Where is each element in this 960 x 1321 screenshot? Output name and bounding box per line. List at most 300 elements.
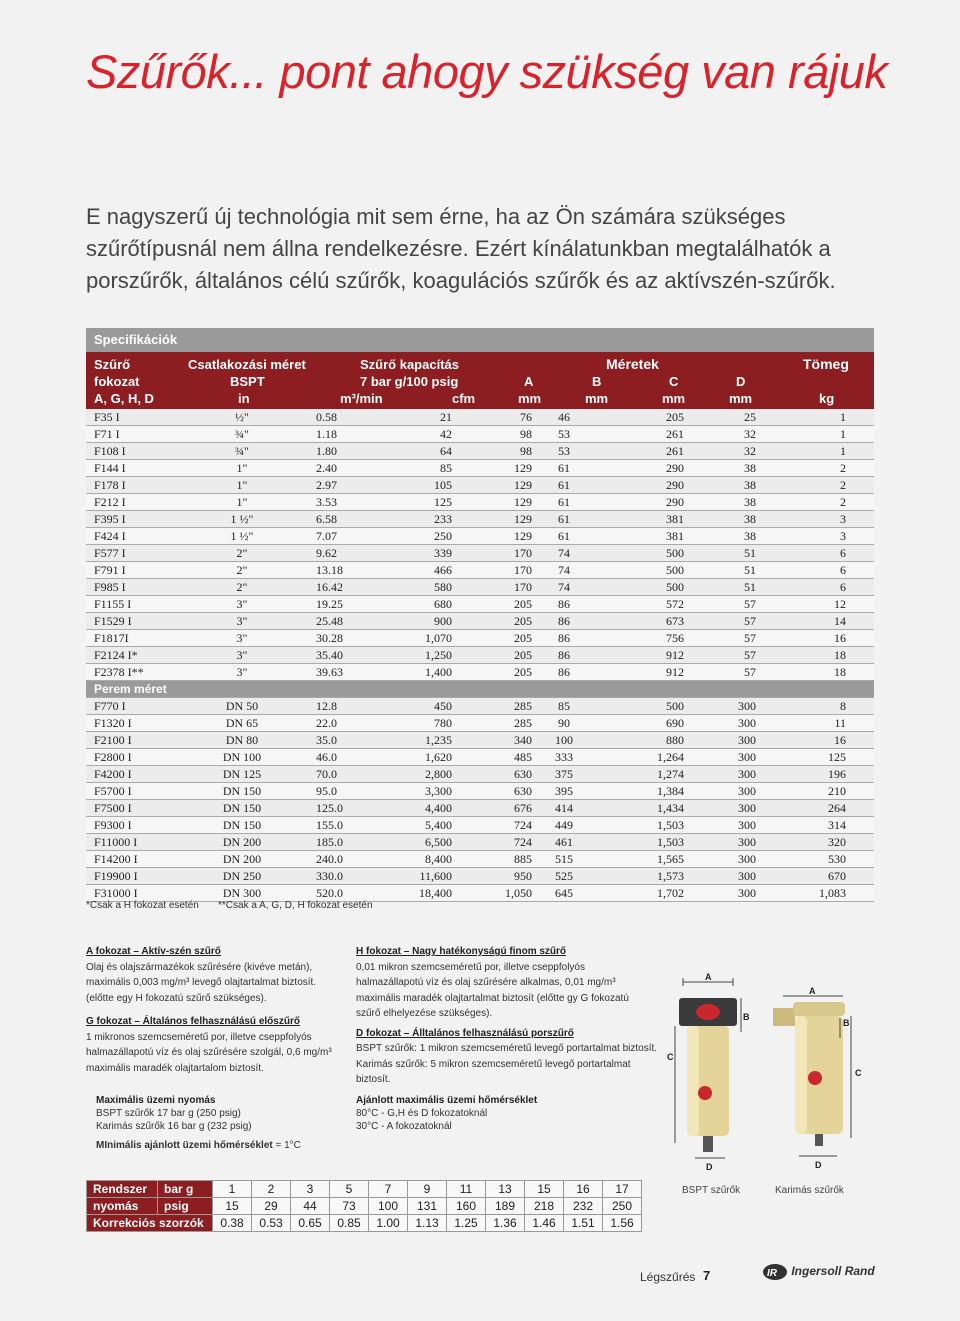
table-cell: 1,434 [596,800,684,817]
table-cell: 86 [532,647,596,664]
table-cell: 2" [184,579,300,596]
table-cell: F71 I [86,426,184,443]
table-cell: 74 [532,545,596,562]
hdr-conn-1: Csatlakozási méret [188,357,306,372]
hdr-cap-m3: m³/min [340,391,383,406]
table-cell: 1 [756,409,874,426]
table-cell: 530 [756,851,874,868]
correction-unit-psig: psig [158,1198,213,1215]
table-cell: 300 [684,817,756,834]
table-cell: 125.0 [300,800,376,817]
table-cell: 6 [756,562,874,579]
table-cell: 51 [684,545,756,562]
correction-cell: 189 [486,1198,525,1215]
hdr-dims: Méretek [606,356,659,372]
correction-label-nyomas: nyomás [87,1198,158,1215]
table-cell: 61 [532,494,596,511]
table-row [86,749,874,766]
table-row [86,766,874,783]
table-cell: 64 [376,443,462,460]
table-cell: 85 [376,460,462,477]
table-cell: 38 [684,494,756,511]
min-temp-label: MInimális ajánlott üzemi hőmérséklet [96,1140,273,1151]
spec-title-text: Specifikációk [94,332,178,347]
table-cell: 0.58 [300,409,376,426]
table-cell: 11 [756,715,874,732]
table-cell: 300 [684,783,756,800]
bspt-dim-c: C [667,1052,674,1062]
table-cell: 39.63 [300,664,376,681]
correction-cell: 1 [213,1181,252,1198]
table-cell: 19.25 [300,596,376,613]
table-cell: 264 [756,800,874,817]
hdr-unit-d: mm [729,391,753,406]
table-cell: 414 [532,800,596,817]
table-cell: 3" [184,613,300,630]
table-cell: F2100 I [86,732,184,749]
table-cell: 6,500 [376,834,462,851]
min-temp-value: = 1°C [272,1140,301,1151]
table-cell: 300 [684,766,756,783]
table-cell: F1529 I [86,613,184,630]
table-cell: F2800 I [86,749,184,766]
table-row [86,732,874,749]
table-cell: 6.58 [300,511,376,528]
table-cell: 1,264 [596,749,684,766]
hdr-cap-2: 7 bar g/100 psig [360,374,459,389]
grade-g-line-2: halmazállapotú víz és olaj szűrésére szolgál, 0,6 mg/m³ [86,1047,332,1058]
table-cell: F108 I [86,443,184,460]
table-cell: 205 [462,647,532,664]
table-cell: 51 [684,579,756,596]
table-cell: 85 [532,698,596,715]
table-cell: 3 [756,528,874,545]
table-cell: 38 [684,528,756,545]
table-cell: 381 [596,511,684,528]
grade-a-title: A fokozat – Aktív-szén szűrő [86,946,221,957]
table-cell: 2" [184,562,300,579]
grade-h-line-4: szűrő elhelyezése szükséges). [356,1008,493,1019]
flange-dim-a: A [809,986,816,996]
table-cell: 16 [756,732,874,749]
table-cell: 2,800 [376,766,462,783]
table-row [86,579,874,596]
table-cell: 205 [462,630,532,647]
table-cell: F2378 I** [86,664,184,681]
table-cell: 61 [532,477,596,494]
table-cell: 22.0 [300,715,376,732]
table-cell: 2.40 [300,460,376,477]
table-cell: 314 [756,817,874,834]
correction-cell: 15 [213,1198,252,1215]
table-cell: 3 [756,511,874,528]
correction-cell: 2 [252,1181,291,1198]
grade-a-line-2: maximális 0,003 mg/m³ levegő olajtartalmat biztosít. [86,977,317,988]
correction-label-rendszer: Rendszer [87,1181,158,1198]
table-cell: 450 [376,698,462,715]
table-cell: 466 [376,562,462,579]
hdr-dim-d: D [736,374,746,389]
table-row [86,817,874,834]
table-cell: 300 [684,800,756,817]
table-row [86,596,874,613]
table-cell: 1,565 [596,851,684,868]
table-cell: 485 [462,749,532,766]
table-row [86,647,874,664]
table-cell: 300 [684,851,756,868]
table-cell: 339 [376,545,462,562]
table-cell: 515 [532,851,596,868]
table-cell: 449 [532,817,596,834]
table-cell: DN 125 [184,766,300,783]
table-cell: 11,600 [376,868,462,885]
table-cell: 290 [596,460,684,477]
table-cell: 170 [462,579,532,596]
table-cell: 1,050 [462,885,532,902]
table-cell: 129 [462,460,532,477]
grade-h-title: H fokozat – Nagy hatékonyságú finom szűrő [356,946,567,957]
table-cell: 290 [596,494,684,511]
brand-name: Ingersoll Rand [791,1264,875,1279]
hdr-cap-1: Szűrő kapacítás [360,357,459,372]
table-cell: 46 [532,409,596,426]
table-cell: 76 [462,409,532,426]
grade-g-line-3: maximális maradék olajtartalom biztosít. [86,1062,264,1074]
table-cell: F11000 I [86,834,184,851]
table-row [86,630,874,647]
table-cell: ¾" [184,443,300,460]
filter-illustrations [665,968,885,1178]
grade-d-line-1: BSPT szűrők: 1 mikron szemcseméretű levegő portartalmat biztosít. [356,1043,658,1054]
correction-cell: 9 [408,1181,447,1198]
table-cell: F4200 I [86,766,184,783]
table-cell: 1,274 [596,766,684,783]
table-cell: 70.0 [300,766,376,783]
table-cell: 18 [756,664,874,681]
correction-cell: 218 [525,1198,564,1215]
table-cell: 2.97 [300,477,376,494]
correction-cell: 131 [408,1198,447,1215]
table-cell: DN 65 [184,715,300,732]
correction-cell: 13 [486,1181,525,1198]
pressure-title: Maximális üzemi nyomás [96,1095,216,1106]
table-cell: 500 [596,579,684,596]
table-row [86,545,874,562]
spec-table-body [86,409,874,902]
table-cell: DN 200 [184,834,300,851]
correction-cell: 5 [330,1181,369,1198]
grade-a-line-1: Olaj és olajszármazékok szűrésére (kivéve metán), [86,961,313,973]
table-cell: F985 I [86,579,184,596]
pressure-line-2: Karimás szűrők 16 bar g (232 psig) [96,1121,252,1132]
table-cell: 6 [756,545,874,562]
table-cell: DN 100 [184,749,300,766]
table-cell: 98 [462,443,532,460]
table-row [86,562,874,579]
table-row [86,613,874,630]
correction-cell: 250 [603,1198,642,1215]
table-row [86,885,874,902]
table-cell: F212 I [86,494,184,511]
table-cell: F19900 I [86,868,184,885]
footnote-h-only: *Csak a H fokozat esetén [86,900,199,911]
table-cell: 7.07 [300,528,376,545]
footnote-agdh: **Csak a A, G, D, H fokozat esetén [218,900,373,911]
table-cell: 61 [532,460,596,477]
table-cell: 340 [462,732,532,749]
flange-dim-d: D [815,1160,822,1170]
table-cell: 950 [462,868,532,885]
correction-row-psig [87,1198,642,1215]
table-cell: 86 [532,630,596,647]
table-row [86,511,874,528]
table-cell: 3.53 [300,494,376,511]
table-cell: 4,400 [376,800,462,817]
table-cell: 300 [684,885,756,902]
table-cell: 500 [596,545,684,562]
hdr-filter-3: A, G, H, D [94,391,154,406]
table-cell: 2 [756,460,874,477]
table-cell: 12.8 [300,698,376,715]
correction-table [86,1180,642,1232]
table-cell: F31000 I [86,885,184,902]
table-cell: 18 [756,647,874,664]
table-cell: 51 [684,562,756,579]
table-cell: 38 [684,511,756,528]
correction-cell: 1.51 [564,1215,603,1232]
table-cell: 525 [532,868,596,885]
table-cell: F5700 I [86,783,184,800]
table-cell: 461 [532,834,596,851]
correction-cell: 16 [564,1181,603,1198]
table-cell: 1,573 [596,868,684,885]
grade-h-line-1: 0,01 mikron szemcseméretű por, illetve cseppfolyós [356,961,585,973]
table-cell: 129 [462,494,532,511]
table-cell: 670 [756,868,874,885]
table-cell: 320 [756,834,874,851]
table-cell: 1,400 [376,664,462,681]
table-cell: 129 [462,477,532,494]
hdr-unit-b: mm [585,391,609,406]
table-cell: 645 [532,885,596,902]
table-cell: 880 [596,732,684,749]
table-cell: 885 [462,851,532,868]
flange-subheader-label: Perem méret [86,681,874,698]
table-cell: 14 [756,613,874,630]
table-cell: 2 [756,477,874,494]
correction-cell: 0.53 [252,1215,291,1232]
table-cell: 1,503 [596,834,684,851]
table-cell: 9.62 [300,545,376,562]
table-cell: F1817I [86,630,184,647]
table-cell: 240.0 [300,851,376,868]
hdr-dim-b: B [592,374,602,389]
correction-label-factors: Korrekciós szorzók [87,1215,213,1232]
table-cell: 12 [756,596,874,613]
table-cell: 21 [376,409,462,426]
hdr-unit-a: mm [518,391,542,406]
grade-a-line-3: (előtte egy H fokozatú szűrő szükséges). [86,992,267,1004]
table-cell: 724 [462,817,532,834]
table-row [86,868,874,885]
table-cell: 205 [462,664,532,681]
grade-d-title: D fokozat – Álltalános felhasználású porszűrő [356,1027,574,1039]
table-cell: 1" [184,460,300,477]
hdr-filter-1: Szűrő [94,357,131,372]
grade-g-line-1: 1 mikronos szemcseméretű por, illetve cseppfolyós [86,1031,312,1043]
table-cell: 170 [462,545,532,562]
table-cell: DN 50 [184,698,300,715]
table-cell: DN 250 [184,868,300,885]
table-cell: 500 [596,698,684,715]
table-cell: 3" [184,596,300,613]
correction-cell: 11 [447,1181,486,1198]
table-cell: 18,400 [376,885,462,902]
temp-line-2: 30°C - A fokozatoknál [356,1121,452,1132]
table-cell: 1 ½" [184,511,300,528]
table-row [86,426,874,443]
table-cell: 630 [462,766,532,783]
flange-dim-c: C [855,1068,862,1078]
table-cell: 8,400 [376,851,462,868]
table-cell: 95.0 [300,783,376,800]
table-cell: DN 300 [184,885,300,902]
table-cell: DN 150 [184,783,300,800]
table-row [86,409,874,426]
table-cell: 1,083 [756,885,874,902]
correction-cell: 44 [291,1198,330,1215]
table-row [86,698,874,715]
flange-subheader [86,681,874,698]
table-cell: 1" [184,477,300,494]
table-cell: F577 I [86,545,184,562]
table-cell: 35.40 [300,647,376,664]
bspt-filter-image [667,972,750,1172]
table-cell: 572 [596,596,684,613]
hdr-dim-a: A [524,374,534,389]
table-cell: 205 [596,409,684,426]
correction-cell: 1.13 [408,1215,447,1232]
correction-cell: 1.56 [603,1215,642,1232]
table-cell: 780 [376,715,462,732]
table-cell: 381 [596,528,684,545]
table-cell: 1,250 [376,647,462,664]
grade-d-line-2: Karimás szűrők: 5 mikron szemcseméretű levegő portartalmat biztosít. [356,1058,631,1085]
intro-paragraph: E nagyszerű új technológia mit sem érne, ha az Ön számára szükséges szűrőtípusnál nem állna rendelkezésre. Ezért kínálatunkban megtalálhatók a porszűrők, általános célú szűrők, koagulációs szűrők és az aktívszén-szűrők. [86,204,836,293]
temp-line-1: 80°C - G,H és D fokozatoknál [356,1108,488,1119]
grade-g-title: G fokozat – Általános felhasználású előszűrő [86,1016,300,1027]
table-cell: 38 [684,460,756,477]
table-row [86,460,874,477]
table-cell: 300 [684,749,756,766]
hdr-weight: Tömeg [803,356,849,372]
table-cell: DN 80 [184,732,300,749]
table-cell: 205 [462,613,532,630]
table-cell: 25 [684,409,756,426]
table-cell: 57 [684,596,756,613]
flange-caption: Karimás szűrők [775,1185,844,1196]
brand-logo [762,1263,875,1281]
table-cell: 57 [684,647,756,664]
flange-filter-image [773,986,862,1170]
table-cell: 580 [376,579,462,596]
bspt-dim-a: A [705,972,712,982]
page-title: Szűrők... pont ahogy szükség van rájuk [86,45,888,98]
table-cell: 395 [532,783,596,800]
table-cell: 57 [684,630,756,647]
footer-section: Légszűrés [640,1270,696,1284]
table-row [86,834,874,851]
table-row [86,664,874,681]
table-row [86,443,874,460]
correction-row-factors [87,1215,642,1232]
table-cell: F178 I [86,477,184,494]
hdr-weight-unit: kg [819,391,835,406]
table-cell: 3" [184,664,300,681]
table-cell: 285 [462,715,532,732]
table-cell: 125 [376,494,462,511]
table-cell: 61 [532,528,596,545]
table-cell: 129 [462,511,532,528]
table-cell: 3" [184,630,300,647]
table-cell: 86 [532,613,596,630]
table-cell: F395 I [86,511,184,528]
table-cell: 210 [756,783,874,800]
table-cell: F770 I [86,698,184,715]
table-cell: 912 [596,647,684,664]
correction-cell: 17 [603,1181,642,1198]
correction-cell: 3 [291,1181,330,1198]
table-row [86,528,874,545]
pressure-line-1: BSPT szűrők 17 bar g (250 psig) [96,1108,241,1119]
correction-unit-bar: bar g [158,1181,213,1198]
hdr-unit-c: mm [662,391,686,406]
table-cell: 86 [532,664,596,681]
table-cell: 300 [684,868,756,885]
table-cell: 756 [596,630,684,647]
table-cell: 250 [376,528,462,545]
spec-table [86,409,874,902]
table-cell: 16 [756,630,874,647]
table-cell: 1.18 [300,426,376,443]
hdr-filter-2: fokozat [94,374,140,389]
correction-cell: 1.00 [369,1215,408,1232]
table-cell: 1,070 [376,630,462,647]
table-cell: 1" [184,494,300,511]
table-cell: 3" [184,647,300,664]
table-cell: 680 [376,596,462,613]
table-cell: 333 [532,749,596,766]
table-cell: DN 200 [184,851,300,868]
table-cell: F2124 I* [86,647,184,664]
table-cell: F791 I [86,562,184,579]
table-cell: F35 I [86,409,184,426]
hdr-cap-cfm: cfm [452,391,476,406]
hdr-dim-c: C [669,374,679,389]
table-row [86,851,874,868]
table-cell: 1,620 [376,749,462,766]
table-cell: ½" [184,409,300,426]
correction-cell: 100 [369,1198,408,1215]
table-cell: 233 [376,511,462,528]
svg-text:IR: IR [767,1268,777,1279]
ir-logo-icon [762,1263,788,1281]
table-cell: 105 [376,477,462,494]
table-cell: 129 [462,528,532,545]
temp-block [356,1094,537,1133]
hdr-conn-2: BSPT [230,374,265,389]
correction-row-bar [87,1181,642,1198]
